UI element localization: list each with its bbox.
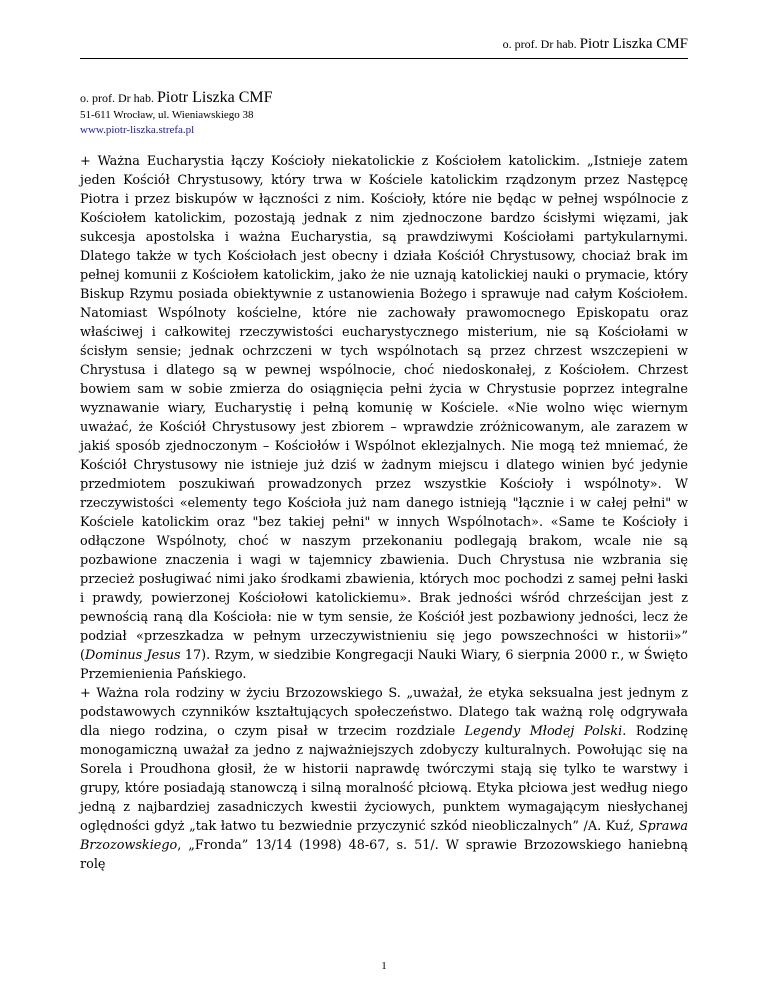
author-website-link[interactable]: www.piotr-liszka.strefa.pl	[80, 124, 195, 136]
article-title: Sprawa Brzozowskiego	[80, 819, 688, 853]
header-divider	[80, 58, 688, 59]
body-text	[80, 152, 688, 874]
author-block	[80, 88, 273, 138]
citation-title: Dominus Jesus	[85, 648, 181, 663]
paragraph-text: 17). Rzym, w siedzibie Kongregacji Nauki Wiary, 6 sierpnia 2000 r., w Święto Przemienienia Pańskiego.	[80, 648, 689, 682]
header-prefix: o. prof. Dr hab.	[502, 37, 577, 51]
author-prefix: o. prof. Dr hab.	[80, 91, 154, 105]
paragraph-text: Rodzinę monogamiczną uważał za jedno z najważniejszych zdobyczy kulturalnych. Powołując się na Sorela i Proudhona głosił, że w historii naprawdę twórczymi stają się tylko te warstwy i grupy, które posiadają stanowczą i silną moralność płciową. Etyka płciowa jest według niego jedną z najbardziej zasadniczych kwestii życiowych, punktem wymagającym niesłychanej oględności gdyż „tak łatwo tu bezwiednie przyczynić szkód nieobliczalnych” /A. Kuź,	[80, 724, 689, 834]
page-number: 1	[381, 960, 387, 972]
paragraph-family	[80, 684, 688, 874]
author-name: Piotr Liszka CMF	[156, 89, 273, 106]
paragraph-eucharist	[80, 152, 688, 684]
paragraph-text: + Ważna rola rodziny w życiu Brzozowskiego S. „uważał, że etyka seksualna jest jednym z podstawowych czynników kształtujących społeczeństwo. Dlatego tak ważną rolę odgrywała dla niego rodzina, o czym pisał w trzecim rozdziale	[80, 686, 688, 739]
header-name: Piotr Liszka CMF	[579, 36, 688, 52]
author-address: 51-611 Wrocław, ul. Wieniawskiego 38	[80, 109, 254, 121]
book-title: Legendy Młodej Polski.	[464, 724, 627, 739]
paragraph-text: + Ważna Eucharystia łączy Kościoły niekatolickie z Kościołem katolickim. „Istnieje zatem jeden Kościół Chrystusowy, który trwa w Kościele katolickim rządzonym przez Następcę Piotra i przez biskupów w łączności z nim. Kościoły, które nie będąc w pełnej wspólnocie z Kościołem katolickim, pozostają jednak z nim zjednoczone bardzo ścisłymi więzami, jak sukcesja apostolska i ważna Eucharystia, są prawdziwymi Kościołami partykularnymi. Dlatego także w tych Kościołach jest obecny i działa Kościół Chrystusowy, chociaż brak im pełnej komunii z Kościołem katolickim, jako że nie uznają katolickiej nauki o prymacie, który Biskup Rzymu posiada obiektywnie z ustanowienia Bożego i sprawuje nad całym Kościołem. Natomiast Wspólnoty kościelne, które nie zachowały prawomocnego Episkopatu oraz właściwej i całkowitej rzeczywistości eucharystycznego misterium, nie są Kościołami w ścisłym sensie; jednak ochrzczeni w tych wspólnotach są przez chrzest wszczepieni w Chrystusa i dlatego są w pewnej wspólnocie, choć niedoskonałej, z Kościołem. Chrzest bowiem sam w sobie zmierza do osiągnięcia pełni życia w Chrystusie poprzez integralne wyznawanie wiary, Eucharystię i pełną komunię w Kościele. «Nie wolno więc wiernym uważać, że Kościół Chrystusowy jest zbiorem – wprawdzie zróżnicowanym, ale zarazem w jakiś sposób zjednoczonym – Kościołów i Wspólnot eklezjalnych. Nie mogą też mniemać, że Kościół Chrystusowy nie istnieje już dziś w żadnym miejscu i dlatego winien być jedynie przedmiotem poszukiwań prowadzonych przez wszystkie Kościoły i wspólnoty». W rzeczywistości «elementy tego Kościoła już nam danego istnieją "łącznie i w całej pełni" w Kościele katolickim oraz "bez takiej pełni" w innych Wspólnotach». «Same te Kościoły i odłączone Wspólnoty, choć w naszym przekonaniu podlegają brakom, wcale nie są pozbawione znaczenia i wagi w tajemnicy zbawienia. Duch Chrystusa nie wzbrania się przecież posługiwać nimi jako środkami zbawienia, których moc pochodzi z samej pełni łaski i prawdy, powierzonej Kościołowi katolickiemu». Brak jedności wśród chrześcijan jest z pewnością raną dla Kościoła: nie w tym sensie, że Kościół jest pozbawiony jedności, lecz że podział «przeszkadza w pełnym urzeczywistnieniu się jego powszechności w historii»” (	[80, 154, 688, 663]
running-header	[503, 36, 688, 53]
paragraph-text: , „Fronda” 13/14 (1998) 48-67, s. 51/. W sprawie Brzozowskiego haniebną rolę	[80, 838, 688, 872]
author-line	[80, 88, 273, 108]
